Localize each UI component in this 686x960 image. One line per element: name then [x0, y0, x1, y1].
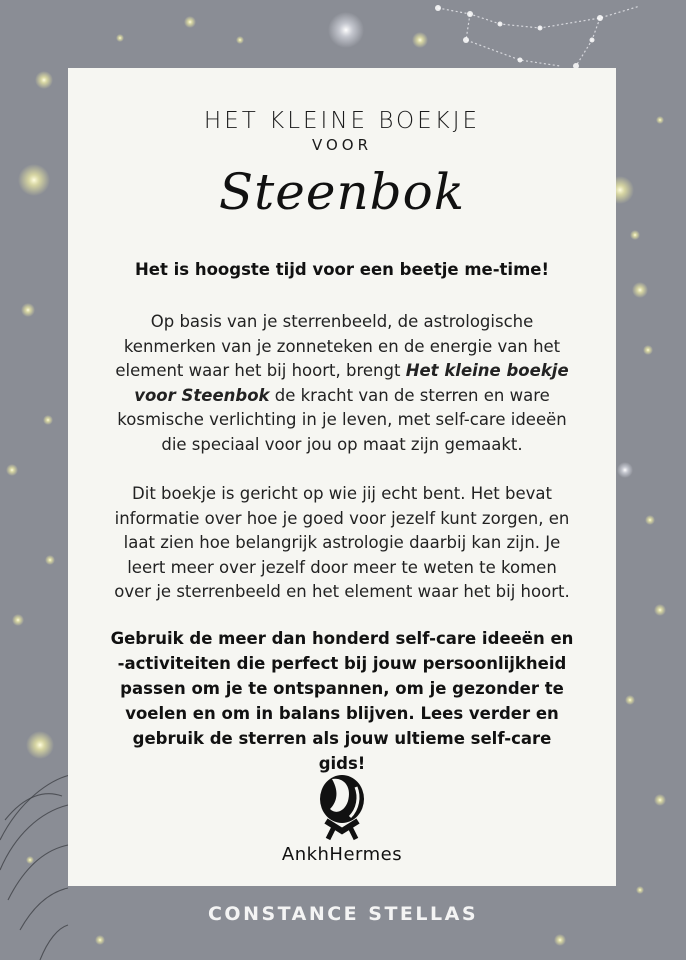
paragraph-intro-start: Op basis van je sterrenbeeld, de astrologische kenmerken van je zonneteken en de energie van het element waar het bij hoort, brengt — [115, 312, 561, 380]
title-line-1: HET KLEINE BOEKJE — [203, 108, 481, 134]
paragraph-intro — [108, 310, 576, 457]
book-title-emphasis: Het kleine boekje voor Steenbok — [134, 361, 569, 405]
paragraph-callout: Gebruik de meer dan honderd self-care ideeën en -activiteiten die perfect bij jouw persoonlijkheid passen om je te ontspannen, om je gezonder te voelen en om in balans blijven. Lees verder en gebruik de sterren als jouw ultieme self-care gids! — [110, 629, 574, 773]
paragraph-intro-end: de kracht van de sterren en ware kosmische verlichting in je leven, met self-care ideeën die speciaal voor jou op maat zijn gemaakt. — [117, 385, 567, 454]
publisher-name: AnkhHermes — [281, 844, 403, 865]
zodiac-sign-title: Steenbok — [218, 163, 466, 221]
ankhhermes-logo-icon — [312, 773, 372, 841]
content-card — [68, 68, 616, 886]
title-line-2: VOOR — [311, 136, 373, 154]
lead-text: Het is hoogste tijd voor een beetje me-time! — [134, 260, 549, 279]
author-name: CONSTANCE STELLAS — [207, 903, 479, 925]
paragraph-about: Dit boekje is gericht op wie jij echt bent. Het bevat informatie over hoe je goed voor jezelf kunt zorgen, en laat zien hoe belangrijk astrologie daarbij kan zijn. Je leert meer over jezelf door meer te weten te komen over je sterrenbeeld en het element waar het bij hoort. — [114, 484, 570, 601]
